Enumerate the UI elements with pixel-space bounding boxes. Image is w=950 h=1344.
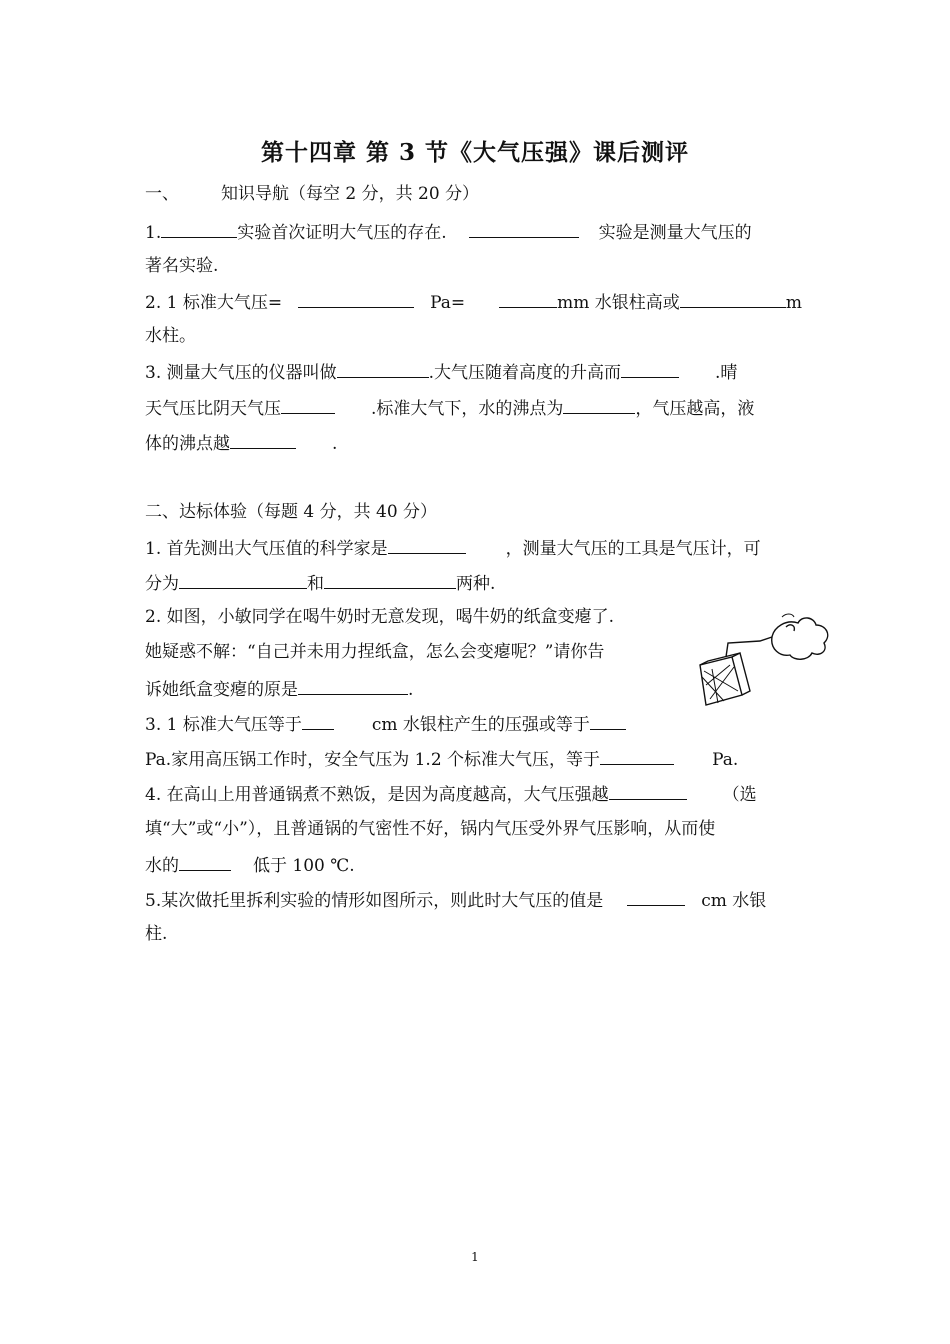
section1-heading (145, 182, 479, 206)
answer-blank[interactable] (298, 676, 408, 695)
s2-question-4-line1: 4. 在高山上用普通锅煮不熟饭，是因为高度越高，大气压强越 （选 (145, 781, 757, 807)
answer-blank[interactable] (337, 359, 429, 378)
s2-question-4-line2: 填“大”或“小”），且普通锅的气密性不好，锅内气压受外界气压影响，从而使 (145, 819, 716, 839)
section1-heading-text: 知识导航（每空 2 分，共 20 分） (221, 184, 480, 204)
answer-blank[interactable] (680, 289, 786, 308)
answer-blank[interactable] (600, 746, 674, 765)
answer-blank[interactable] (230, 430, 296, 449)
page-number: 1 (471, 1250, 479, 1264)
s2-question-5-line2: 柱. (145, 924, 168, 944)
answer-blank[interactable] (179, 852, 231, 871)
answer-blank[interactable] (499, 289, 557, 308)
answer-blank[interactable] (161, 219, 237, 238)
drinker-hand (786, 625, 794, 631)
s2-question-1-line2: 分为 和 两种. (145, 570, 495, 596)
answer-blank[interactable] (388, 535, 466, 554)
answer-blank[interactable] (324, 570, 456, 589)
drinker-hair (782, 614, 794, 617)
answer-blank[interactable] (469, 219, 579, 238)
s1-question-2-line2: 水柱。 (145, 326, 196, 346)
s2-question-4-line3: 水的 低于 100 ℃. (145, 852, 355, 878)
s2-question-3-line1: 3. 1 标准大气压等于 cm 水银柱产生的压强或等于 (145, 711, 626, 737)
answer-blank[interactable] (179, 570, 307, 589)
milk-carton-figure (690, 605, 835, 710)
s1-question-1-line2: 著名实验. (145, 256, 219, 276)
s1-question-3-line2: 天气压比阴天气压 .标准大气下，水的沸点为 ，气压越高，液 (145, 395, 754, 421)
s2-question-2-line3: 诉她纸盒变瘪的原是 . (145, 676, 413, 702)
s1-question-2-line1: 2. 1 标准大气压= Pa= mm 水银柱高或 m (145, 289, 802, 315)
drinker-head (772, 618, 828, 659)
answer-blank[interactable] (621, 359, 679, 378)
s2-question-5-line1: 5.某次做托里拆利实验的情形如图所示，则此时大气压的值是 cm 水银 (145, 887, 766, 913)
answer-blank[interactable] (281, 395, 335, 414)
s2-question-3-line2: Pa.家用高压锅工作时，安全气压为 1.2 个标准大气压，等于 Pa. (145, 746, 738, 772)
answer-blank[interactable] (590, 711, 626, 730)
s1-question-1-line1: 1. 实验首次证明大气压的存在. 实验是测量大气压的 (145, 219, 752, 245)
page-title: 第十四章 第 3 节《大气压强》课后测评 (260, 139, 690, 166)
section1-heading-number: 一、 (145, 184, 179, 204)
straw (726, 637, 772, 657)
answer-blank[interactable] (563, 395, 635, 414)
s2-question-1-line1: 1. 首先测出大气压值的科学家是 ，测量大气压的工具是气压计，可 (145, 535, 761, 561)
answer-blank[interactable] (302, 711, 334, 730)
s1-question-3-line1: 3. 测量大气压的仪器叫做 .大气压随着高度的升高而 .晴 (145, 359, 737, 385)
section2-heading: 二、达标体验（每题 4 分，共 40 分） (145, 502, 438, 522)
answer-blank[interactable] (609, 781, 687, 800)
s2-question-2-line2: 她疑惑不解：“自己并未用力捏纸盒，怎么会变瘪呢？”请你告 (145, 642, 605, 662)
answer-blank[interactable] (298, 289, 414, 308)
s2-question-2-line1: 2. 如图，小敏同学在喝牛奶时无意发现，喝牛奶的纸盒变瘪了. (145, 607, 615, 627)
s1-question-3-line3: 体的沸点越 . (145, 430, 337, 456)
answer-blank[interactable] (627, 887, 685, 906)
